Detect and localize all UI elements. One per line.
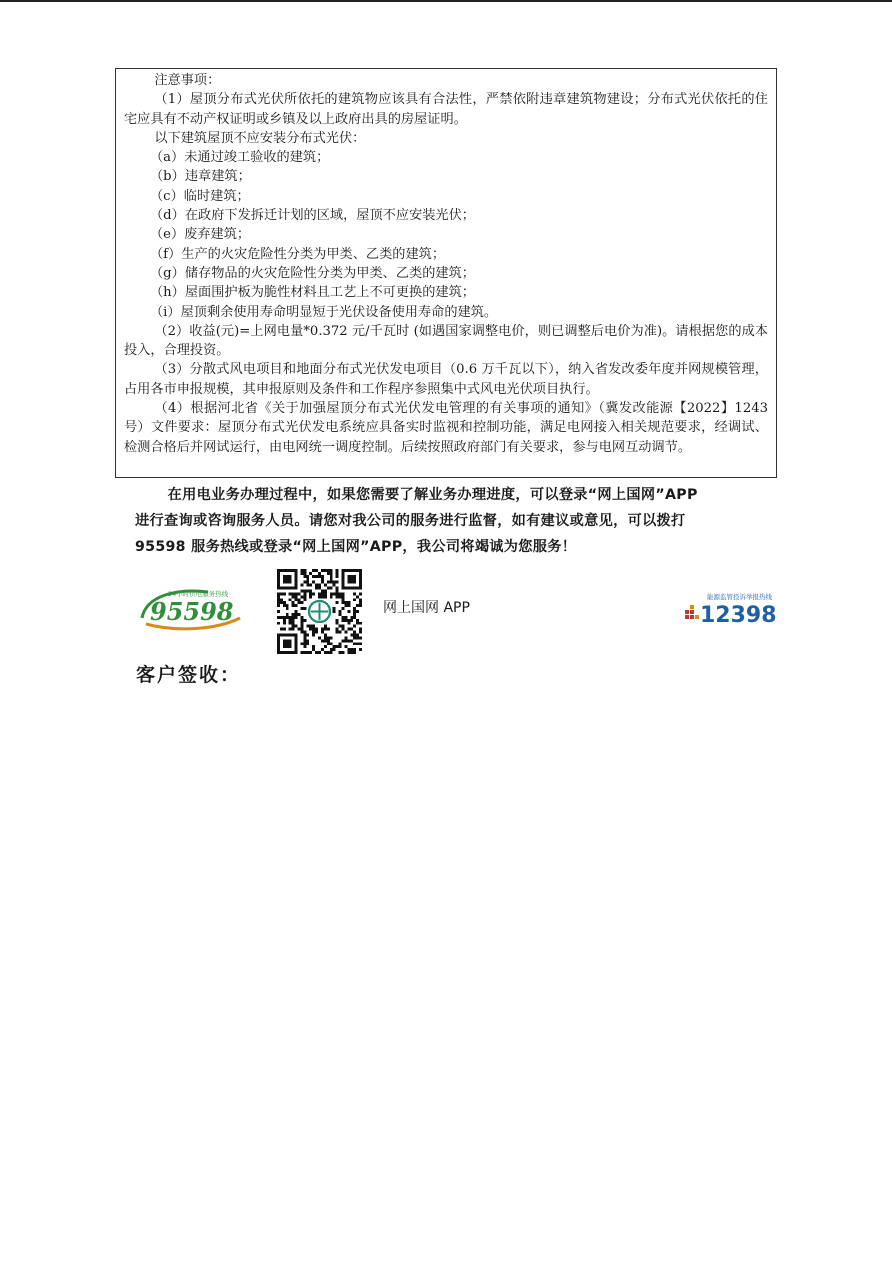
- notice-subitem: （f）生产的火灾危险性分类为甲类、乙类的建筑；: [150, 246, 446, 262]
- notice-subitem: （h）屋面围护板为脆性材料且工艺上不可更换的建筑；: [150, 285, 475, 301]
- notice-subitem: （d）在政府下发拆迁计划的区域，屋顶不应安装光伏；: [150, 208, 475, 224]
- top-rule: [0, 0, 892, 2]
- service-line: 95598 服务热线或登录“网上国网”APP，我公司将竭诚为您服务！: [135, 539, 577, 555]
- report-number: 12398: [700, 603, 777, 628]
- notice-subitem: （e）废弃建筑；: [150, 227, 251, 243]
- customer-signature-label: 客户签收：: [136, 664, 242, 686]
- hotline-95598-logo: [136, 584, 246, 634]
- report-caption: 能源监管投诉举报热线: [707, 593, 772, 601]
- hotline-number: 95598: [150, 597, 234, 626]
- notice-item-4: （4）根据河北省《关于加强屋顶分布式光伏发电管理的有关事项的通知》（冀发改能源【2022】1243 号）文件要求：屋顶分布式光伏发电系统应具备实时监视和控制功能，满足电网接入相关规范要求，经调试、检测合格后并网试运行，由电网统一调度控制。后续按照政府部门有关要求，参与电网互动调节。: [124, 401, 768, 455]
- notice-item-1: （1）屋顶分布式光伏所依托的建筑物应该具有合法性，严禁依附违章建筑物建设；分布式光伏依托的住宅应具有不动产权证明或乡镇及以上政府出具的房屋证明。: [124, 92, 768, 127]
- notice-item-3: （3）分散式风电项目和地面分布式光伏发电项目（0.6 万千瓦以下），纳入省发改委年度并网规模管理，占用各市申报规模，其申报原则及条件和工作程序参照集中式风电光伏项目执行。: [124, 362, 768, 397]
- notice-item-2: （2）收益(元)=上网电量*0.372 元/千瓦时 (如遇国家调整电价，则已调整后电价为准)。请根据您的成本投入，合理投资。: [124, 323, 768, 359]
- notice-subitem: （c）临时建筑；: [150, 188, 250, 204]
- notice-heading: 注意事项：: [154, 73, 221, 88]
- report-logo-mark-icon: [685, 605, 699, 619]
- notice-subitem: （g）储存物品的火灾危险性分类为甲类、乙类的建筑；: [150, 265, 475, 281]
- qr-code: [277, 569, 362, 654]
- notice-subitem: （b）违章建筑；: [150, 169, 251, 185]
- hotline-caption: 24小时供电服务热线: [168, 590, 229, 598]
- notice-box: [115, 68, 777, 478]
- notice-subitem: （a）未通过竣工验收的建筑；: [150, 150, 330, 166]
- service-statement: [135, 482, 775, 560]
- service-line: 在用电业务办理过程中，如果您需要了解业务办理进度，可以登录“网上国网”APP: [167, 487, 698, 503]
- notice-subitem: （i）屋顶剩余使用寿命明显短于光伏设备使用寿命的建筑。: [150, 304, 498, 320]
- app-label: 网上国网 APP: [383, 600, 470, 616]
- service-line: 进行查询或咨询服务人员。请您对我公司的服务进行监督，如有建议或意见，可以拨打: [135, 513, 686, 529]
- report-12398-logo: [683, 590, 779, 628]
- notice-intro: 以下建筑屋顶不应安装分布式光伏：: [154, 130, 366, 146]
